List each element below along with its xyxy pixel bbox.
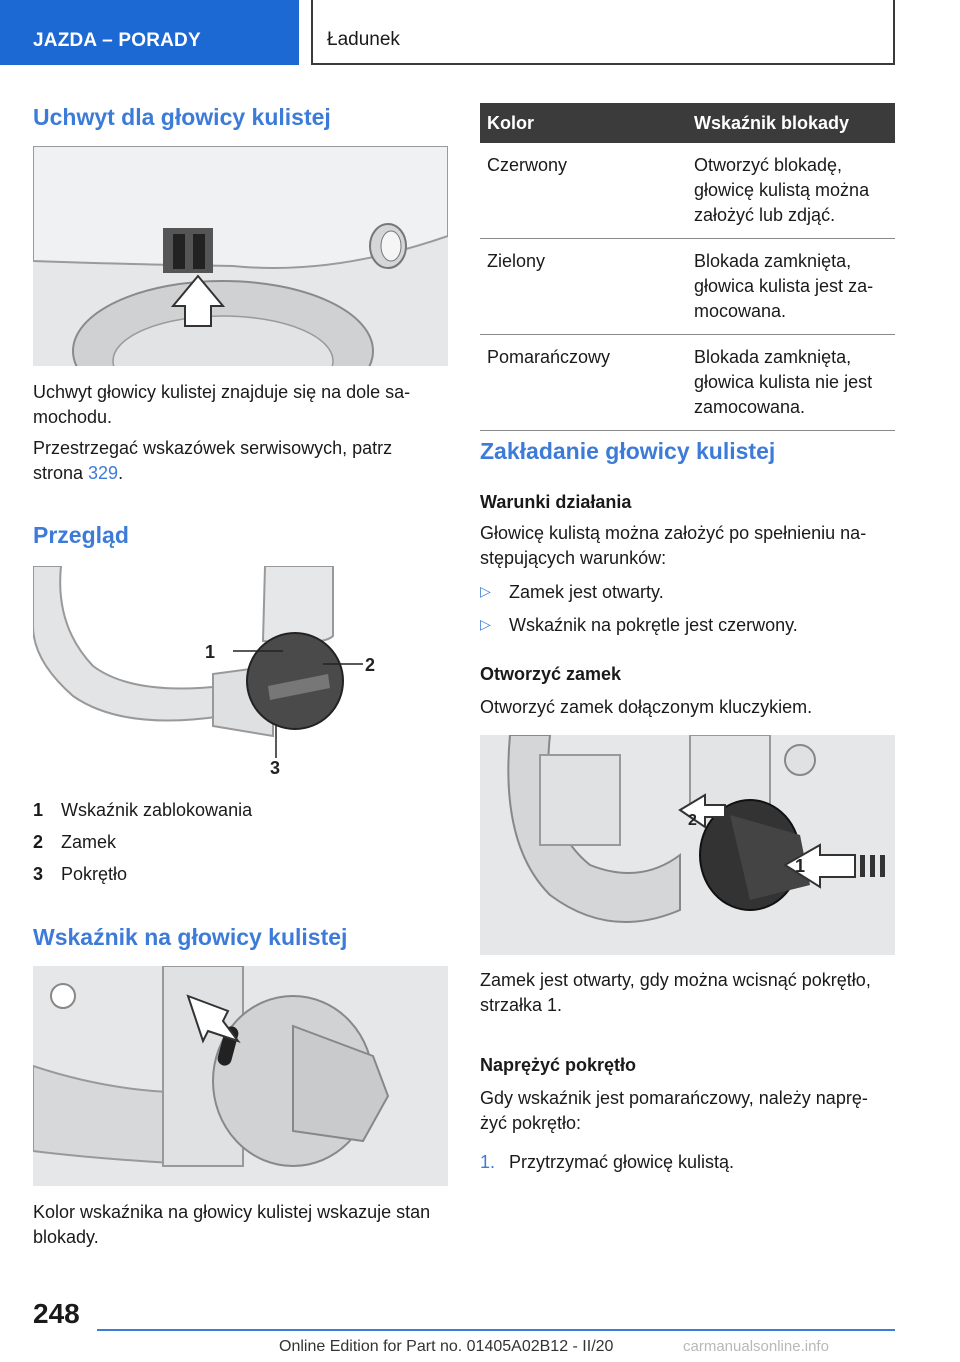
chapter-title: Ładunek bbox=[327, 29, 400, 50]
footer-divider bbox=[97, 1329, 895, 1331]
section-tab bbox=[0, 0, 299, 65]
watermark: carmanualsonline.info bbox=[683, 1338, 829, 1355]
callout-3: 3 bbox=[270, 758, 281, 778]
callout-1: 1 bbox=[795, 856, 806, 876]
footer-edition: Online Edition for Part no. 01405A02B12 - II/20 bbox=[279, 1338, 614, 1355]
heading-mounting: Zakładanie głowicy kulistej bbox=[480, 438, 776, 464]
figure-ball-holder bbox=[33, 146, 448, 366]
subheading-open-lock: Otworzyć zamek bbox=[480, 664, 622, 684]
chapter-tab bbox=[311, 0, 895, 65]
table-row: Pomarańczowy Blokada zamknięta, głowica kulista nie jest zamocowana. bbox=[480, 335, 895, 431]
color-table bbox=[480, 103, 895, 431]
triangle-bullet-icon: ▷ bbox=[480, 583, 491, 599]
th-color: Kolor bbox=[480, 103, 687, 143]
text-conditions: Głowicę kulistą można założyć po spełnieniu na- stępujących warunków: bbox=[480, 523, 867, 568]
text-ball-holder-location: Uchwyt głowicy kulistej znajduje się na dole sa- mochodu. bbox=[33, 382, 411, 427]
subheading-tension: Naprężyć pokrętło bbox=[480, 1055, 637, 1075]
heading-ball-holder: Uchwyt dla głowicy kulistej bbox=[33, 104, 331, 130]
figure-open-lock bbox=[480, 735, 895, 955]
triangle-bullet-icon: ▷ bbox=[480, 616, 491, 632]
text-indicator-desc: Kolor wskaźnika na głowicy kulistej wskazuje stan blokady. bbox=[33, 1202, 431, 1247]
text-lock-open-desc: Zamek jest otwarty, gdy można wcisnąć pokrętło, strzałka 1. bbox=[480, 970, 871, 1015]
page-number: 248 bbox=[33, 1298, 80, 1329]
text-service-note: Przestrzegać wskazówek serwisowych, patrz strona 329. bbox=[33, 438, 393, 483]
table-row: Zielony Blokada zamknięta, głowica kulista jest za- mocowana. bbox=[480, 239, 895, 335]
table-header-row bbox=[480, 103, 895, 143]
subheading-conditions: Warunki działania bbox=[480, 492, 632, 512]
figure-overview bbox=[33, 566, 448, 781]
heading-overview: Przegląd bbox=[33, 522, 129, 548]
heading-indicator: Wskaźnik na głowicy kulistej bbox=[33, 924, 348, 950]
page-link-329[interactable]: 329 bbox=[88, 463, 119, 483]
section-title: JAZDA – PORADY bbox=[33, 30, 201, 51]
figure-indicator bbox=[33, 966, 448, 1186]
callout-2: 2 bbox=[365, 655, 376, 675]
callout-1: 1 bbox=[205, 642, 216, 662]
table-row: Czerwony Otworzyć blokadę, głowicę kulistą można założyć lub zdjąć. bbox=[480, 143, 895, 239]
text-tension: Gdy wskaźnik jest pomarańczowy, należy naprę- żyć pokrętło: bbox=[480, 1088, 868, 1133]
callout-2: 2 bbox=[688, 812, 697, 829]
text-open-lock: Otworzyć zamek dołączonym kluczykiem. bbox=[480, 697, 813, 717]
th-indicator: Wskaźnik blokady bbox=[687, 103, 895, 143]
